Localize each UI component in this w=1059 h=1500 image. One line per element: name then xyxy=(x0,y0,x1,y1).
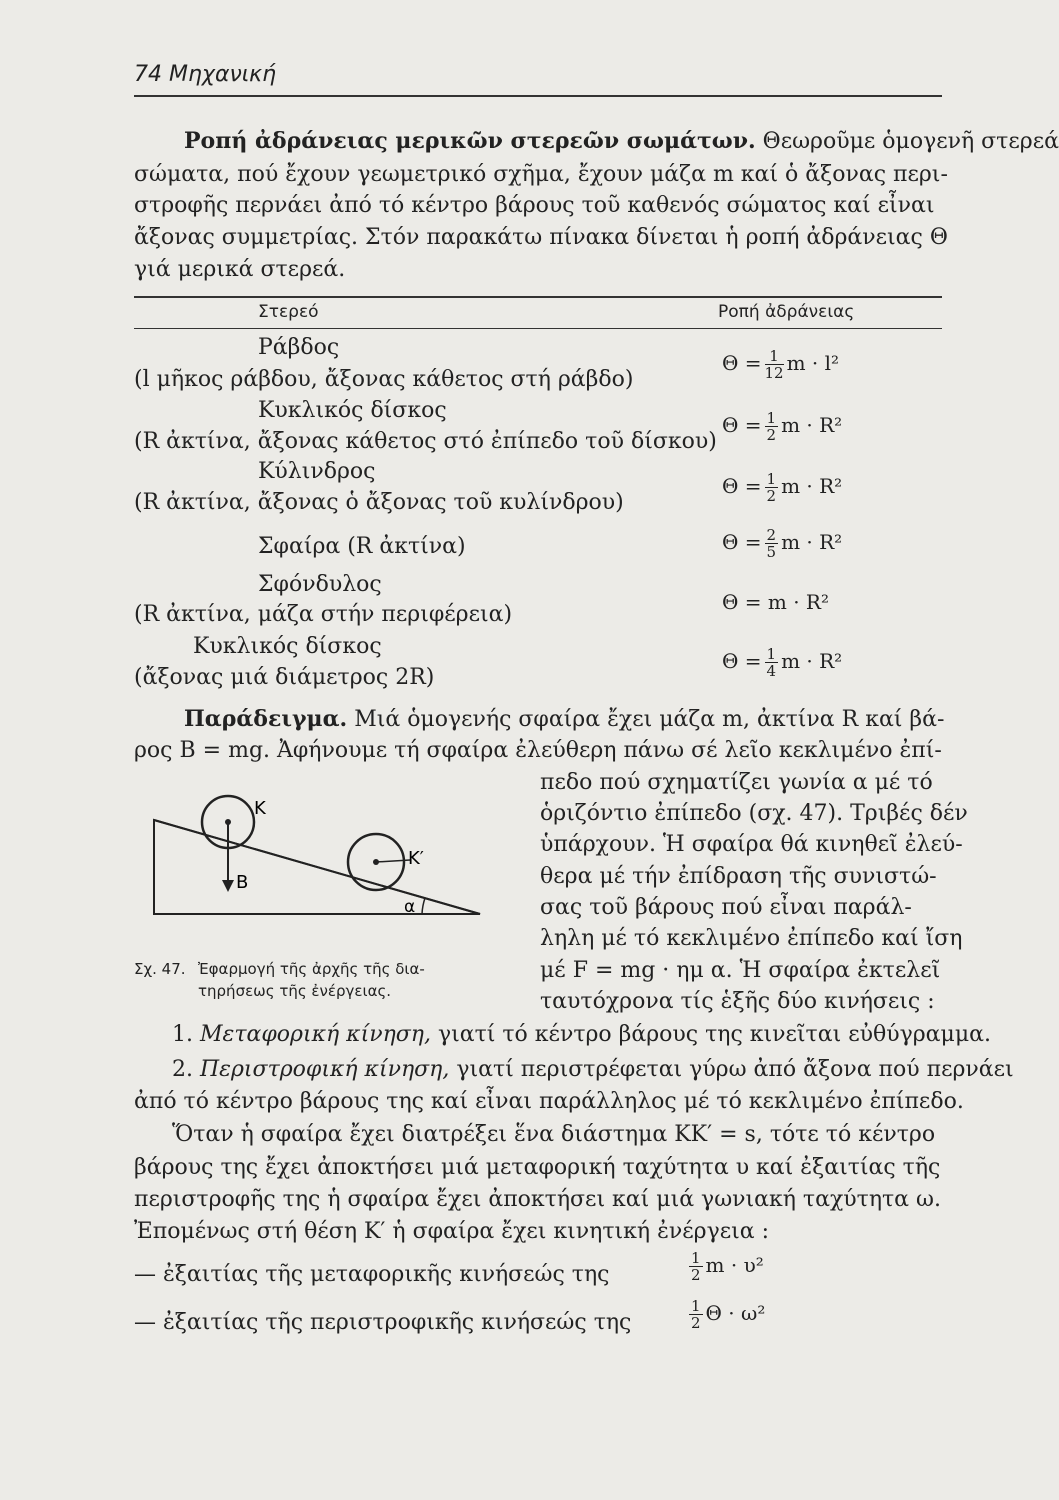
solid-name: Σφαίρα (R ἀκτίνα) xyxy=(258,534,466,559)
solid-detail: (R ἀκτίνα, μάζα στήν περιφέρεια) xyxy=(134,602,513,627)
intro-title: Ροπή ἀδράνειας μερικῶν στερεῶν σωμάτων. xyxy=(184,128,756,154)
example-side-line: σας τοῦ βάρους πού εἶναι παράλ- xyxy=(540,895,912,920)
body-line: ἀπό τό κέντρο βάρους της καί εἶναι παράλληλος μέ τό κεκλιμένο ἐπίπεδο. xyxy=(134,1089,964,1114)
energy-line: — ἐξαιτίας τῆς περιστροφικῆς κινήσεώς της xyxy=(134,1310,632,1335)
solid-detail: (R ἀκτίνα, ἄξονας κάθετος στό ἐπίπεδο τοῦ δίσκου) xyxy=(134,429,717,454)
label-k: K xyxy=(254,798,266,819)
weight-arrow-icon xyxy=(222,880,234,892)
moment-formula: Θ = $\frac{1}{12}$ m · l² xyxy=(722,347,840,382)
page-header xyxy=(134,62,276,87)
moment-formula: Θ = $\frac{2}{5}$ m · R² xyxy=(722,526,843,561)
angle-arc xyxy=(422,898,425,914)
example-side-line: ὁριζόντιο ἐπίπεδο (σχ. 47). Τριβές δέν xyxy=(540,801,968,826)
solid-detail: (l μῆκος ράβδου, ἄξονας κάθετος στή ράβδο) xyxy=(134,367,634,392)
intro-line-5: γιά μερικά στερεά. xyxy=(134,257,346,282)
solid-detail: (R ἀκτίνα, ἄξονας ὁ ἄξονας τοῦ κυλίνδρου) xyxy=(134,490,624,515)
moment-formula: Θ = m · R² xyxy=(722,590,829,614)
moment-formula: Θ = $\frac{1}{4}$ m · R² xyxy=(722,645,843,680)
moment-formula: Θ = $\frac{1}{2}$ m · R² xyxy=(722,470,843,505)
example-line-2: ρος B = mg. Ἀφήνουμε τή σφαίρα ἐλεύθερη πάνω σέ λεῖο κεκλιμένο ἐπί- xyxy=(134,738,942,763)
caption-label: Σχ. 47. xyxy=(134,960,186,978)
figure-caption: Σχ. 47. Ἐφαρμογή τῆς ἀρχῆς τῆς δια- τηρήσεως τῆς ἐνέργειας. xyxy=(134,960,425,1000)
table-top-rule xyxy=(134,296,942,298)
intro-line-2: σώματα, πού ἔχουν γεωμετρικό σχῆμα, ἔχουν μάζα m καί ὁ ἄξονας περι- xyxy=(134,162,948,187)
intro-line-3: στροφῆς περνάει ἀπό τό κέντρο βάρους τοῦ καθενός σώματος καί εἶναι xyxy=(134,193,935,218)
intro-line-4: ἄξονας συμμετρίας. Στόν παρακάτω πίνακα δίνεται ἡ ροπή ἀδράνειας Θ xyxy=(134,225,948,250)
solid-detail: (ἄξονας μιά διάμετρος 2R) xyxy=(134,665,435,690)
incline-figure xyxy=(140,780,520,930)
example-side-line: ταυτόχρονα τίς ἑξῆς δύο κινήσεις : xyxy=(540,989,935,1014)
page-number: 74 xyxy=(134,62,162,87)
example-side-line: πεδο πού σχηματίζει γωνία α μέ τό xyxy=(540,770,933,795)
solid-name: Κυκλικός δίσκος xyxy=(193,634,382,659)
motion-item: 1. Μεταφορική κίνηση, γιατί τό κέντρο βάρους της κινεῖται εὐθύγραμμα. xyxy=(172,1022,991,1047)
solid-name: Κυκλικός δίσκος xyxy=(258,398,447,423)
moment-formula: Θ = $\frac{1}{2}$ m · R² xyxy=(722,409,843,444)
motion-item: 2. Περιστροφική κίνηση, γιατί περιστρέφεται γύρω ἀπό ἄξονα πού περνάει xyxy=(172,1057,1014,1082)
example-title: Παράδειγμα. xyxy=(184,706,348,732)
solid-name: Κύλινδρος xyxy=(258,459,376,484)
label-k-prime: K′ xyxy=(408,848,424,869)
body-line: βάρους της ἔχει ἀποκτήσει μιά μεταφορική ταχύτητα υ καί ἐξαιτίας τῆς xyxy=(134,1155,941,1180)
example-side-line: μέ F = mg · ημ α. Ἡ σφαίρα ἐκτελεῖ xyxy=(540,958,941,983)
example-line-1: Παράδειγμα. Μιά ὁμογενής σφαίρα ἔχει μάζα m, ἀκτίνα R καί βά- xyxy=(184,706,945,732)
intro-line-1 xyxy=(184,128,1059,154)
solid-name: Ράβδος xyxy=(258,335,340,360)
solid-name: Σφόνδυλος xyxy=(258,572,382,597)
table-header-moment: Ροπή ἀδράνειας xyxy=(718,302,855,322)
energy-formula: $\frac{1}{2}$ m · υ² xyxy=(691,1249,764,1284)
body-line: Ὅταν ἡ σφαίρα ἔχει διατρέξει ἕνα διάστημα KK′ = s, τότε τό κέντρο xyxy=(172,1122,936,1147)
example-side-line: ληλη μέ τό κεκλιμένο ἐπίπεδο καί ἴση xyxy=(540,926,963,951)
table-header-solid: Στερεό xyxy=(258,302,319,322)
energy-formula: $\frac{1}{2}$ Θ · ω² xyxy=(691,1297,766,1332)
intro-text: Θεωροῦμε ὁμογενῆ στερεά xyxy=(762,129,1059,154)
example-side-line: ὑπάρχουν. Ἡ σφαίρα θά κινηθεῖ ἐλεύ- xyxy=(540,832,963,857)
header-rule xyxy=(134,95,942,97)
label-b: B xyxy=(236,872,249,893)
body-line: περιστροφῆς της ἡ σφαίρα ἔχει ἀποκτήσει καί μιά γωνιακή ταχύτητα ω. xyxy=(134,1187,941,1212)
label-alpha: α xyxy=(404,897,416,917)
example-side-line: θερα μέ τήν ἐπίδραση τῆς συνιστώ- xyxy=(540,864,937,889)
body-line: Ἐπομένως στή θέση K′ ἡ σφαίρα ἔχει κινητική ἐνέργεια : xyxy=(134,1219,770,1244)
section-title: Μηχανική xyxy=(169,62,277,87)
energy-line: — ἐξαιτίας τῆς μεταφορικῆς κινήσεώς της xyxy=(134,1262,610,1287)
table-header-rule xyxy=(134,328,942,329)
